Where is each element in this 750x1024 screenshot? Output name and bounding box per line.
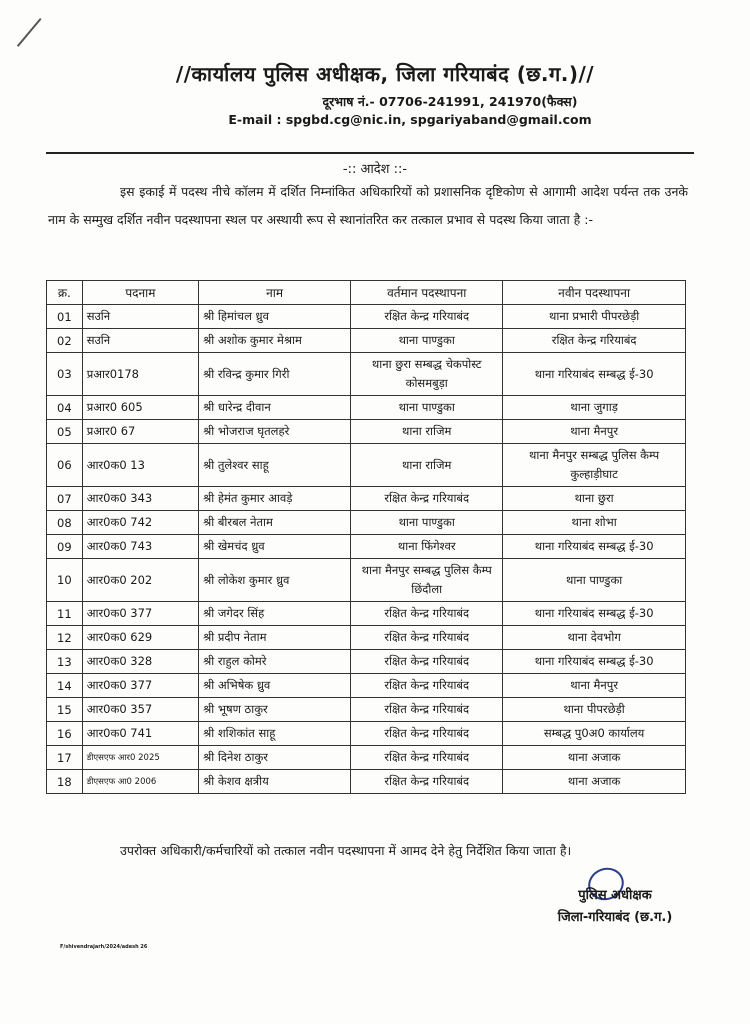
header-new-posting: नवीन पदस्थापना [503, 281, 686, 305]
cell-current: थाना राजिम [351, 420, 503, 444]
cell-current: थाना छुरा सम्बद्ध चेकपोस्ट कोसमबुड़ा [351, 353, 503, 396]
cell-sno: 11 [47, 602, 83, 626]
cell-post: आर0क0 202 [82, 559, 198, 602]
cell-post: आर0क0 741 [82, 722, 198, 746]
cell-new: थाना मैनपुर [503, 420, 686, 444]
cell-sno: 08 [47, 511, 83, 535]
cell-sno: 03 [47, 353, 83, 396]
table-row [47, 722, 686, 746]
table-row [47, 444, 686, 487]
cell-post: आर0क0 377 [82, 602, 198, 626]
signature-district: जिला-गरियाबंद (छ.ग.) [557, 910, 673, 925]
cell-new: थाना छुरा [503, 487, 686, 511]
signature-designation: पुलिस अधीक्षक [578, 888, 652, 903]
cell-post: आर0क0 13 [82, 444, 198, 487]
cell-post: आर0क0 328 [82, 650, 198, 674]
table-row [47, 559, 686, 602]
table-row [47, 650, 686, 674]
cell-current: थाना राजिम [351, 444, 503, 487]
header-current-posting: वर्तमान पदस्थापना [351, 281, 503, 305]
cell-post: आर0क0 743 [82, 535, 198, 559]
table-row [47, 511, 686, 535]
header-sno: क्र. [47, 281, 83, 305]
table-row [47, 602, 686, 626]
cell-post: आर0क0 357 [82, 698, 198, 722]
cell-post: सउनि [82, 329, 198, 353]
cell-new: थाना पीपरछेड़ी [503, 698, 686, 722]
cell-sno: 16 [47, 722, 83, 746]
order-instruction [48, 837, 688, 865]
office-title: //कार्यालय पुलिस अधीक्षक, जिला गरियाबंद (छ.ग.)// [175, 62, 595, 86]
table-row [47, 353, 686, 396]
cell-new: थाना देवभोग [503, 626, 686, 650]
cell-new: थाना जुगाड़ [503, 396, 686, 420]
cell-new: थाना पाण्डुका [503, 559, 686, 602]
cell-name: श्री अभिषेक ध्रुव [199, 674, 351, 698]
cell-new: थाना मैनपुर [503, 674, 686, 698]
cell-sno: 14 [47, 674, 83, 698]
table-row [47, 305, 686, 329]
cell-sno: 07 [47, 487, 83, 511]
table-row [47, 487, 686, 511]
cell-current: रक्षित केन्द्र गरियाबंद [351, 305, 503, 329]
email-line: E-mail : spgbd.cg@nic.in, spgariyaband@gmail.com [228, 112, 592, 127]
cell-new: थाना मैनपुर सम्बद्ध पुलिस कैम्प कुल्हाड़ीघाट [503, 444, 686, 487]
cell-post: सउनि [82, 305, 198, 329]
cell-sno: 01 [47, 305, 83, 329]
file-reference: F/shivendrajarh/2024/adesh 26 [60, 944, 148, 950]
cell-current: थाना पाण्डुका [351, 329, 503, 353]
cell-new: थाना प्रभारी पीपरछेड़ी [503, 305, 686, 329]
corner-pen-mark [17, 18, 42, 47]
cell-name: श्री हिमांचल ध्रुव [199, 305, 351, 329]
cell-new: थाना अजाक [503, 770, 686, 794]
cell-current: रक्षित केन्द्र गरियाबंद [351, 626, 503, 650]
phone-line: दूरभाष नं.- 07706-241991, 241970(फैक्स) [322, 94, 578, 109]
cell-name: श्री जगेदर सिंह [199, 602, 351, 626]
cell-name: श्री तुलेश्वर साहू [199, 444, 351, 487]
cell-name: श्री धारेन्द्र दीवान [199, 396, 351, 420]
cell-post: प्रआर0178 [82, 353, 198, 396]
order-intro [48, 178, 688, 234]
cell-current: रक्षित केन्द्र गरियाबंद [351, 746, 503, 770]
cell-new: थाना गरियाबंद सम्बद्ध ई-30 [503, 535, 686, 559]
cell-name: श्री अशोक कुमार मेश्राम [199, 329, 351, 353]
cell-name: श्री भोजराज घृतलहरे [199, 420, 351, 444]
cell-current: थाना फिंगेश्वर [351, 535, 503, 559]
cell-name: श्री बीरबल नेताम [199, 511, 351, 535]
cell-sno: 09 [47, 535, 83, 559]
cell-name: श्री प्रदीप नेताम [199, 626, 351, 650]
cell-post: आर0क0 377 [82, 674, 198, 698]
table-row [47, 329, 686, 353]
order-intro-text: इस इकाई में पदस्थ नीचे कॉलम में दर्शित निम्नांकित अधिकारियों को प्रशासनिक दृष्टिकोण से आगामी आदेश पर्यन्त तक उनके नाम के सम्मुख दर्शित नवीन पदस्थापना स्थल पर अस्थायी रूप से स्थानांतरित कर तत्काल प्रभाव से पदस्थ किया जाता है :- [48, 184, 688, 227]
cell-current: रक्षित केन्द्र गरियाबंद [351, 487, 503, 511]
cell-current: थाना मैनपुर सम्बद्ध पुलिस कैम्प छिंदौला [351, 559, 503, 602]
table-row [47, 770, 686, 794]
cell-sno: 12 [47, 626, 83, 650]
order-title: -:: आदेश ::- [342, 162, 408, 177]
signature-block [540, 885, 690, 929]
cell-post: डीएसएफ आ0 2006 [82, 770, 198, 794]
table-row [47, 420, 686, 444]
cell-post: डीएसएफ आर0 2025 [82, 746, 198, 770]
cell-name: श्री दिनेश ठाकुर [199, 746, 351, 770]
header-post: पदनाम [82, 281, 198, 305]
header-name: नाम [199, 281, 351, 305]
cell-post: प्रआर0 67 [82, 420, 198, 444]
cell-name: श्री राहुल कोमरे [199, 650, 351, 674]
cell-post: आर0क0 742 [82, 511, 198, 535]
table-row [47, 396, 686, 420]
cell-new: थाना गरियाबंद सम्बद्ध ई-30 [503, 602, 686, 626]
cell-sno: 17 [47, 746, 83, 770]
cell-current: रक्षित केन्द्र गरियाबंद [351, 602, 503, 626]
cell-current: रक्षित केन्द्र गरियाबंद [351, 698, 503, 722]
letterhead [0, 60, 750, 127]
cell-name: श्री भूषण ठाकुर [199, 698, 351, 722]
cell-sno: 02 [47, 329, 83, 353]
cell-name: श्री शशिकांत साहू [199, 722, 351, 746]
cell-sno: 06 [47, 444, 83, 487]
cell-name: श्री रविन्द्र कुमार गिरी [199, 353, 351, 396]
cell-name: श्री केशव क्षत्रीय [199, 770, 351, 794]
cell-current: रक्षित केन्द्र गरियाबंद [351, 722, 503, 746]
cell-post: आर0क0 343 [82, 487, 198, 511]
cell-name: श्री हेमंत कुमार आवड़े [199, 487, 351, 511]
cell-sno: 05 [47, 420, 83, 444]
cell-sno: 04 [47, 396, 83, 420]
table-row [47, 746, 686, 770]
cell-new: सम्बद्ध पु0अ0 कार्यालय [503, 722, 686, 746]
table-row [47, 626, 686, 650]
cell-current: रक्षित केन्द्र गरियाबंद [351, 770, 503, 794]
cell-sno: 18 [47, 770, 83, 794]
table-row [47, 698, 686, 722]
cell-current: रक्षित केन्द्र गरियाबंद [351, 650, 503, 674]
cell-current: थाना पाण्डुका [351, 511, 503, 535]
cell-current: थाना पाण्डुका [351, 396, 503, 420]
cell-name: श्री लोकेश कुमार ध्रुव [199, 559, 351, 602]
cell-current: रक्षित केन्द्र गरियाबंद [351, 674, 503, 698]
cell-new: रक्षित केन्द्र गरियाबंद [503, 329, 686, 353]
header-divider [46, 152, 694, 154]
transfer-table [46, 280, 686, 794]
order-instruction-text: उपरोक्त अधिकारी/कर्मचारियों को तत्काल नवीन पदस्थापना में आमद देने हेतु निर्देशित किया जाता है। [120, 843, 572, 858]
cell-name: श्री खेमचंद ध्रुव [199, 535, 351, 559]
cell-sno: 10 [47, 559, 83, 602]
cell-sno: 15 [47, 698, 83, 722]
cell-sno: 13 [47, 650, 83, 674]
cell-post: प्रआर0 605 [82, 396, 198, 420]
cell-new: थाना अजाक [503, 746, 686, 770]
cell-new: थाना गरियाबंद सम्बद्ध ई-30 [503, 650, 686, 674]
table-header-row [47, 281, 686, 305]
table-row [47, 535, 686, 559]
cell-new: थाना शोभा [503, 511, 686, 535]
cell-post: आर0क0 629 [82, 626, 198, 650]
cell-new: थाना गरियाबंद सम्बद्ध ई-30 [503, 353, 686, 396]
table-row [47, 674, 686, 698]
